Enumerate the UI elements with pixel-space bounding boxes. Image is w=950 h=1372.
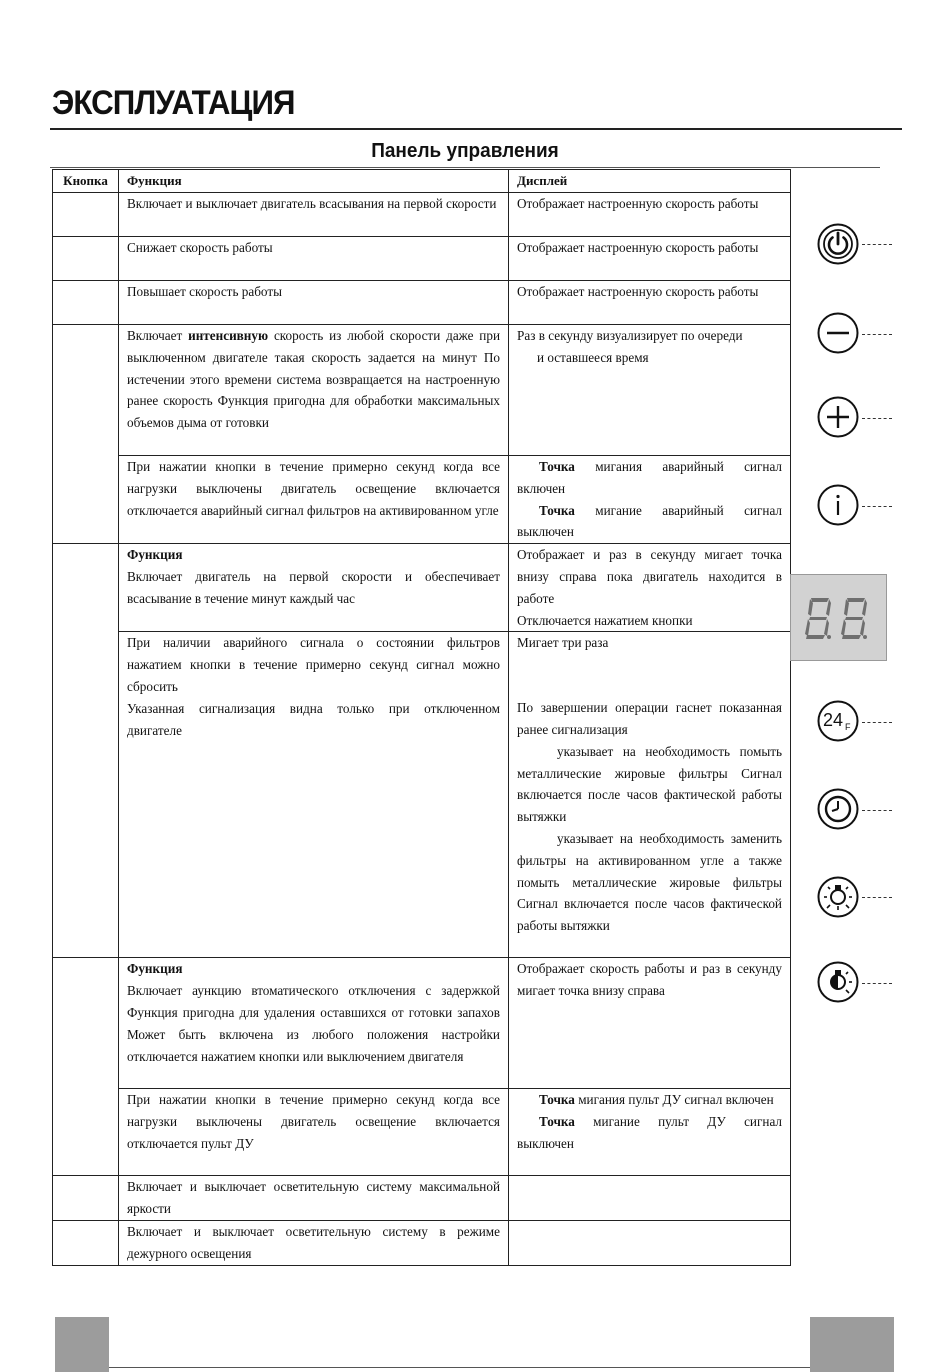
power-icon[interactable] xyxy=(817,223,859,265)
dot-label: Точка xyxy=(539,502,575,518)
delay-number: 24 xyxy=(823,710,844,730)
function-cell: При нажатии кнопки в течение примерно секунд когда все нагрузки выключены двигатель освещение включается отключается аварийный сигнал фильтров на активированном угле xyxy=(119,456,509,544)
function-cell: Функция Включает двигатель на первой скорости и обеспечивает всасывание в течение минут каждый час xyxy=(119,544,509,632)
light-night-icon[interactable] xyxy=(817,961,859,1003)
footer-block-right xyxy=(810,1317,894,1372)
function-cell: Включает и выключает двигатель всасывания на первой скорости xyxy=(119,193,509,237)
function-cell: Снижает скорость работы xyxy=(119,237,509,281)
button-cell xyxy=(53,193,119,237)
control-panel-table xyxy=(52,169,791,1266)
table-row xyxy=(53,281,791,325)
leader-line xyxy=(862,418,892,419)
display-cell xyxy=(509,1220,791,1265)
minus-icon[interactable] xyxy=(817,312,859,354)
function-cell: Включает интенсивную скорость из любой скорости даже при выключенном двигателе такая скорость задается на минут По истечении этого времени система возвращается на настроенную ранее скорость Функция пригодна для обработки максимальных объемов дыма от готовки xyxy=(119,325,509,456)
delay-24-icon[interactable] xyxy=(817,700,859,742)
function-title: Функция xyxy=(127,547,183,563)
table-row xyxy=(53,1089,791,1176)
footer-divider xyxy=(109,1367,810,1368)
function-cell: Включает и выключает осветительную систему максимальной яркости xyxy=(119,1176,509,1221)
button-cell xyxy=(53,1176,119,1221)
seven-segment-display xyxy=(790,574,887,661)
info-icon[interactable] xyxy=(817,484,859,526)
leader-line xyxy=(862,244,892,245)
button-cell xyxy=(53,237,119,281)
function-cell: При нажатии кнопки в течение примерно секунд когда все нагрузки выключены двигатель освещение включается отключается пульт ДУ xyxy=(119,1089,509,1176)
button-cell xyxy=(53,544,119,958)
display-cell: Отображает скорость работы и раз в секунду мигает точка внизу справа xyxy=(509,958,791,1089)
table-row xyxy=(53,237,791,281)
table-row xyxy=(53,958,791,1089)
dot-label: Точка xyxy=(539,1092,575,1108)
display-cell: Отображает и раз в секунду мигает точка внизу справа пока двигатель находится в работе Отключается нажатием кнопки xyxy=(509,544,791,632)
table-row xyxy=(53,632,791,958)
display-cell: Мигает три раза По завершении операции гаснет показанная ранее сигнализация указывает на необходимость помыть металлические жировые фильтры Сигнал включается после часов фактической работы вытяжки указывает на необходимость заменить фильтры на активированном угле а также помыть металлические жировые фильтры Сигнал включается после часов фактической работы вытяжки xyxy=(509,632,791,958)
leader-line xyxy=(862,897,892,898)
table-row xyxy=(53,456,791,544)
display-cell: Точка мигания аварийный сигнал включен Точка мигание аварийный сигнал выключен xyxy=(509,456,791,544)
display-cell: Точка мигания пульт ДУ сигнал включен Точка мигание пульт ДУ сигнал выключен xyxy=(509,1089,791,1176)
leader-line xyxy=(862,983,892,984)
dot-label: Точка xyxy=(539,459,575,474)
display-cell: Раз в секунду визуализирует по очереди и оставшееся время xyxy=(509,325,791,456)
display-cell: Отображает настроенную скорость работы xyxy=(509,237,791,281)
leader-line xyxy=(862,334,892,335)
dot-label: Точка xyxy=(539,1114,575,1130)
timer-icon[interactable] xyxy=(817,788,859,830)
column-header-function: Функция xyxy=(119,170,509,193)
button-cell xyxy=(53,958,119,1176)
table-row xyxy=(53,193,791,237)
display-cell: Отображает настроенную скорость работы xyxy=(509,281,791,325)
title-divider xyxy=(50,128,902,130)
section-title: Панель управления xyxy=(371,140,559,162)
leader-line xyxy=(862,722,892,723)
table-row xyxy=(53,544,791,632)
column-header-button: Кнопка xyxy=(53,170,119,193)
page-title: ЭКСПЛУАТАЦИЯ xyxy=(52,84,295,122)
intensive-label: интенсивную xyxy=(188,328,269,343)
table-row xyxy=(53,1220,791,1265)
button-cell xyxy=(53,325,119,544)
function-cell: Функция Включает аункцию втоматического отключения с задержкой Функция пригодна для удаления оставшихся от готовки запахов Может быть включена из любого положения настройки отключается нажатием кнопки или выключением двигателя xyxy=(119,958,509,1089)
plus-icon[interactable] xyxy=(817,396,859,438)
light-max-icon[interactable] xyxy=(817,876,859,918)
display-cell: Отображает настроенную скорость работы xyxy=(509,193,791,237)
leader-line xyxy=(862,506,892,507)
footer-block-left xyxy=(55,1317,109,1372)
function-cell: Включает и выключает осветительную систему в режиме дежурного освещения xyxy=(119,1220,509,1265)
column-header-display: Дисплей xyxy=(509,170,791,193)
function-title: Функция xyxy=(127,961,183,977)
display-digits xyxy=(791,575,886,660)
leader-line xyxy=(862,810,892,811)
function-cell: Повышает скорость работы xyxy=(119,281,509,325)
display-cell xyxy=(509,1176,791,1221)
delay-sub: F xyxy=(845,722,851,732)
table-header-row xyxy=(53,170,791,193)
table-row xyxy=(53,1176,791,1221)
section-divider xyxy=(50,167,880,168)
button-cell xyxy=(53,281,119,325)
function-cell: При наличии аварийного сигнала о состоянии фильтров нажатием кнопки в течение примерно секунд сигнал можно сбросить Указанная сигнализация видна только при отключенном двигателе xyxy=(119,632,509,958)
control-panel-icons xyxy=(790,0,950,1372)
button-cell xyxy=(53,1220,119,1265)
table-row xyxy=(53,325,791,456)
